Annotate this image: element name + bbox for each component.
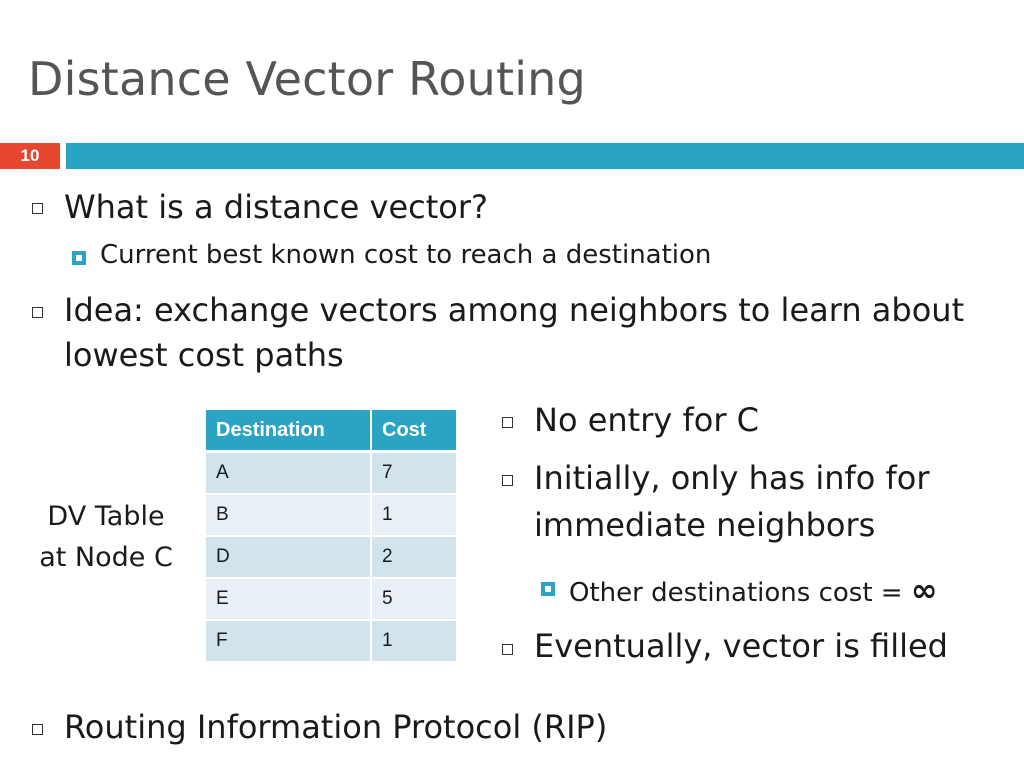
sub-bullet-icon	[72, 251, 86, 265]
bullet-rip: Routing Information Protocol (RIP)	[64, 708, 608, 746]
dv-table-label-line1: DV Table	[47, 501, 165, 532]
table-cell-destination: E	[206, 579, 372, 621]
table-cell-destination: D	[206, 537, 372, 579]
bullet-idea-line1: Idea: exchange vectors among neighbors to learn about	[64, 291, 965, 329]
table-row	[206, 495, 456, 537]
table-cell-cost: 5	[372, 579, 456, 621]
sub-bullet-current-best: Current best known cost to reach a destination	[100, 240, 712, 270]
bullet-idea-line2: lowest cost paths	[64, 336, 344, 374]
bullet-no-entry: No entry for C	[534, 401, 759, 439]
table-cell-cost: 7	[372, 453, 456, 495]
header-accent-bar	[66, 143, 1024, 169]
bullet-square-icon	[502, 417, 513, 428]
table-row	[206, 621, 456, 663]
sub-bullet-other-destinations	[569, 571, 938, 609]
table-row	[206, 453, 456, 495]
table-cell-destination: A	[206, 453, 372, 495]
bullet-square-icon	[32, 307, 43, 318]
table-cell-cost: 2	[372, 537, 456, 579]
bullet-square-icon	[32, 203, 43, 214]
bullet-eventually: Eventually, vector is filled	[534, 627, 948, 665]
table-cell-destination: F	[206, 621, 372, 663]
table-cell-destination: B	[206, 495, 372, 537]
slide-title: Distance Vector Routing	[28, 52, 586, 106]
dv-table	[206, 410, 456, 663]
bullet-square-icon	[502, 644, 513, 655]
bullet-initially-line1: Initially, only has info for	[534, 459, 930, 497]
bullet-square-icon	[502, 475, 513, 486]
table-cell-cost: 1	[372, 495, 456, 537]
bullet-square-icon	[32, 724, 43, 735]
table-header-cost: Cost	[372, 410, 456, 453]
table-header-destination: Destination	[206, 410, 372, 453]
sub-bullet-icon	[541, 582, 555, 596]
dv-table-label-line2: at Node C	[39, 542, 173, 573]
bullet-what-is: What is a distance vector?	[64, 188, 489, 226]
infinity-symbol: ∞	[910, 571, 938, 609]
slide-number: 10	[0, 143, 60, 169]
bullet-initially-line2: immediate neighbors	[534, 506, 876, 544]
dv-table-label	[28, 496, 184, 578]
table-row	[206, 579, 456, 621]
other-destinations-text: Other destinations cost =	[569, 578, 911, 608]
table-cell-cost: 1	[372, 621, 456, 663]
table-row	[206, 537, 456, 579]
